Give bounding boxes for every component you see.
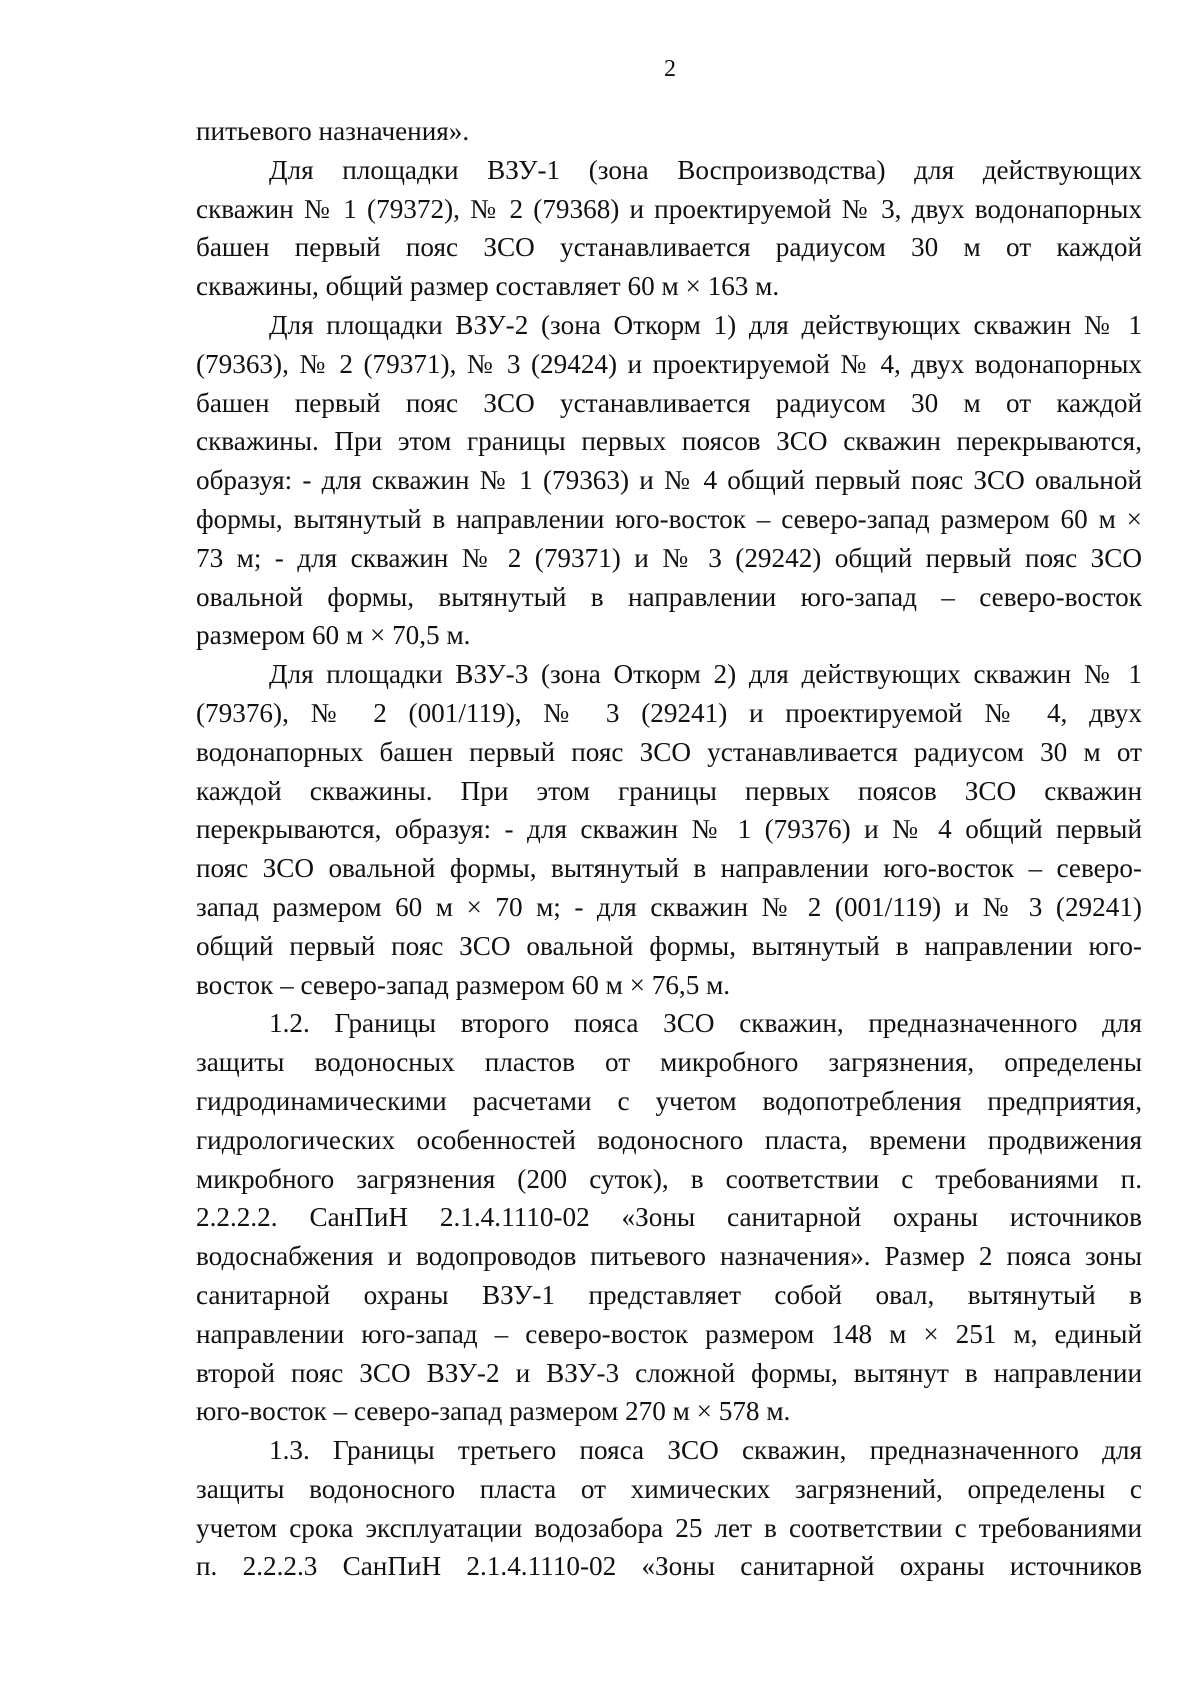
document-body bbox=[196, 112, 1142, 1586]
text-line: Для площадки ВЗУ-3 (зона Откорм 2) для действующих скважин № 1 bbox=[269, 659, 1142, 690]
text-line: защиты водоносного пласта от химических загрязнений, определены с bbox=[196, 1473, 1142, 1504]
text-line: микробного загрязнения (200 суток), в соответствии с требованиями п. bbox=[196, 1163, 1142, 1194]
text-line: защиты водоносных пластов от микробного загрязнения, определены bbox=[196, 1047, 1142, 1078]
text-line: 73 м; - для скважин № 2 (79371) и № 3 (29242) общий первый пояс ЗСО bbox=[196, 542, 1142, 573]
text-line: Для площадки ВЗУ-1 (зона Воспроизводства) для действующих bbox=[269, 154, 1142, 185]
text-line: гидрологических особенностей водоносного пласта, времени продвижения bbox=[196, 1124, 1142, 1155]
text-line: 2.2.2.2. СанПиН 2.1.4.1110-02 «Зоны санитарной охраны источников bbox=[196, 1202, 1142, 1233]
text-line: гидродинамическими расчетами с учетом водопотребления предприятия, bbox=[196, 1085, 1142, 1116]
text-line: общий первый пояс ЗСО овальной формы, вытянутый в направлении юго- bbox=[196, 930, 1142, 961]
text-line: учетом срока эксплуатации водозабора 25 лет в соответствии с требованиями bbox=[196, 1512, 1142, 1543]
text-line: питьевого назначения». bbox=[196, 116, 470, 146]
text-line: второй пояс ЗСО ВЗУ-2 и ВЗУ-3 сложной формы, вытянут в направлении bbox=[196, 1357, 1142, 1388]
text-line: образуя: - для скважин № 1 (79363) и № 4 общий первый пояс ЗСО овальной bbox=[196, 465, 1142, 496]
text-line: 1.2. Границы второго пояса ЗСО скважин, предназначенного для bbox=[269, 1008, 1142, 1039]
text-line: пояс ЗСО овальной формы, вытянутый в направлении юго-восток – северо- bbox=[196, 853, 1142, 884]
text-line: размером 60 м × 70,5 м. bbox=[196, 620, 471, 651]
text-line: направлении юго-запад – северо-восток размером 148 м × 251 м, единый bbox=[196, 1318, 1142, 1349]
text-line: восток – северо-запад размером 60 м × 76,5 м. bbox=[196, 969, 731, 1000]
text-line: скважины, общий размер составляет 60 м × 163 м. bbox=[196, 271, 780, 302]
text-line: скважины. При этом границы первых поясов ЗСО скважин перекрываются, bbox=[196, 426, 1142, 457]
page-number: 2 bbox=[664, 56, 676, 82]
text-line: юго-восток – северо-запад размером 270 м × 578 м. bbox=[196, 1396, 791, 1427]
text-line: каждой скважины. При этом границы первых поясов ЗСО скважин bbox=[196, 775, 1142, 806]
text-line: 1.3. Границы третьего пояса ЗСО скважин, предназначенного для bbox=[269, 1435, 1142, 1466]
text-line: перекрываются, образуя: - для скважин № 1 (79376) и № 4 общий первый bbox=[196, 814, 1142, 845]
text-line: п. 2.2.2.3 СанПиН 2.1.4.1110-02 «Зоны санитарной охраны источников bbox=[196, 1551, 1142, 1582]
text-line: формы, вытянутый в направлении юго-восток – северо-запад размером 60 м × bbox=[196, 503, 1142, 534]
text-line: (79363), № 2 (79371), № 3 (29424) и проектируемой № 4, двух водонапорных bbox=[196, 348, 1142, 379]
text-line: овальной формы, вытянутый в направлении юго-запад – северо-восток bbox=[196, 581, 1142, 612]
text-line: Для площадки ВЗУ-2 (зона Откорм 1) для действующих скважин № 1 bbox=[269, 309, 1142, 340]
text-line: (79376), № 2 (001/119), № 3 (29241) и проектируемой № 4, двух bbox=[196, 697, 1142, 728]
text-line: башен первый пояс ЗСО устанавливается радиусом 30 м от каждой bbox=[196, 232, 1142, 263]
text-line: запад размером 60 м × 70 м; - для скважин № 2 (001/119) и № 3 (29241) bbox=[196, 891, 1142, 922]
text-line: скважин № 1 (79372), № 2 (79368) и проектируемой № 3, двух водонапорных bbox=[196, 193, 1142, 224]
text-line: санитарной охраны ВЗУ-1 представляет собой овал, вытянутый в bbox=[196, 1279, 1142, 1310]
text-line: водоснабжения и водопроводов питьевого назначения». Размер 2 пояса зоны bbox=[196, 1241, 1142, 1272]
text-line: башен первый пояс ЗСО устанавливается радиусом 30 м от каждой bbox=[196, 387, 1142, 418]
text-line: водонапорных башен первый пояс ЗСО устанавливается радиусом 30 м от bbox=[196, 736, 1142, 767]
